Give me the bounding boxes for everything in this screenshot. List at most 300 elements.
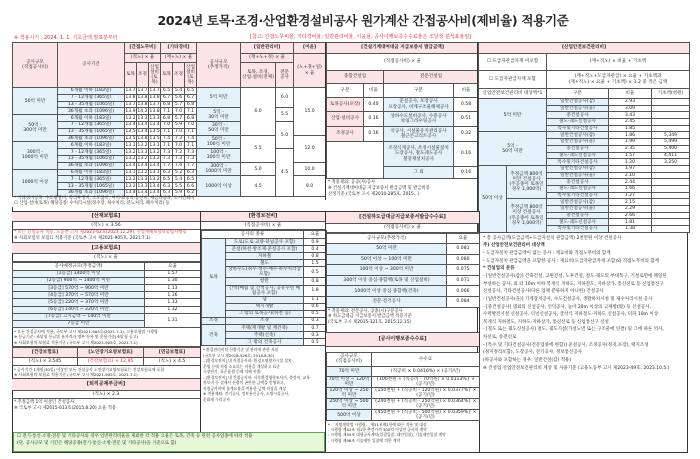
general-type: 조경공사 (327, 127, 364, 142)
rate-header: 비율 (454, 84, 479, 98)
performance-scale: 70억 미만 (327, 366, 372, 376)
table-row (327, 71, 479, 84)
employment-insurance-formula: (직노) × 율 (12, 254, 200, 262)
safety-rate: 3.43 (609, 112, 652, 119)
pension-insurance-title: [연금보험료] (144, 347, 201, 357)
environment-rate: 0.6 (304, 303, 327, 310)
table-row (327, 352, 480, 366)
subcontract-rate: 0.080 (447, 254, 480, 265)
option-excluding-materials: ☐ 도급자관급자재 미포함 (479, 54, 547, 71)
subcontract-scale: 300억 이상 중심·종합책(토목 및 산업설비) (327, 275, 447, 286)
estimated-scale: 5억 미만 (197, 88, 241, 108)
profit-header: [이윤] (294, 43, 326, 54)
subcontract-guarantee-note: * 적용제외: 전문공사, 공종(시)구분공사 ※ 하도급대금 지급보증서 발급금액 적용기준 (국토부 고시 제2015-321호, 2015.12.15) (328, 308, 412, 326)
type-header: 구분 (327, 84, 364, 98)
rate-value: 7.3 (185, 155, 197, 162)
safety-base-amount (652, 125, 690, 132)
estimated-scale-header: 공사규모 (추정가격) (197, 43, 241, 88)
construction-period: 6개월 이하 (183일) (58, 88, 125, 95)
rate-value: 6.5 (185, 88, 197, 95)
safety-rate: 1.99 (609, 139, 652, 146)
table-row (13, 262, 201, 270)
general-admin-header: [일반관리비] (241, 43, 294, 54)
safety-note-line: 부설하는 공사, 외 터 10m 이하 복개식 지하도, 지하철도, 지하상가, 통신선로 등 신업통신구 (483, 281, 664, 287)
option-excluding-formula: (재+직노) × 비율 + 기초액 (547, 54, 690, 71)
special-rate: 0.51 (454, 112, 479, 127)
special-type: 석공사, 시설물유지관리공사 철근콘크리트공사 (384, 127, 454, 142)
general-admin-rate: 5.0 (241, 162, 276, 176)
safety-base-amount (652, 199, 690, 206)
safety-scale: 5억 미만 (479, 99, 547, 132)
profit-rate: 12.0 (294, 135, 326, 162)
elderly-care-insurance-formula: (건강보험료) × 12.95 (78, 357, 144, 365)
plant-work-types-note: ☐ 산업·설비(토목) 해당공종: 수처리시설(정수장, 하수처리, 분뇨처리, 폐수처리) 등 (14, 200, 170, 206)
employment-grade: [2등급] 900억 ~ 1400억 미만 (13, 277, 145, 284)
other-expense-header: [기타경비] (161, 43, 197, 54)
estimated-scale: 300억 - 1000억 미만 (197, 162, 241, 176)
special-type: 준설공사, 포장공사 포장공사, 비계구조물해체공사 (384, 98, 454, 112)
table-row (327, 142, 479, 167)
rate-value: 6.2 (185, 189, 197, 196)
table-row (327, 410, 480, 421)
admin-all-header: 토목, 조경, 산업·설비(전체) (241, 63, 276, 88)
empty-cell (327, 142, 384, 179)
subcontract-scale: 50억 이상 ~ 100억 미만 (327, 254, 447, 265)
other-insurance-table (12, 347, 201, 366)
safety-note-line: - 도급자설치 관급금액이 없는 공사 : 재료비와 직접노무비의 합계 (483, 251, 611, 257)
safety-work-type: 특수및기타건설공사 (547, 125, 609, 132)
environment-formula: (직접공사비) × 율 (201, 222, 325, 230)
rate-value: 13.2 (149, 156, 160, 162)
rate-value: 7.3 (173, 135, 185, 142)
target-amount-header: 산업안전보건관리비 대상액*1 (479, 89, 547, 99)
rate-value: 7.3 (161, 149, 173, 156)
special-construction-header: 전문건설업 (384, 71, 479, 84)
subcontract-rate: 0.084 (447, 296, 480, 307)
safety-work-type: 중건설공사 (547, 212, 609, 219)
safety-work-type: 철도·궤도신설공사 (547, 219, 609, 226)
environment-work-type: 상하수도(취수·정수·배수·하수처리장 포함) (226, 267, 304, 278)
employment-rate: 1.36 (145, 292, 201, 299)
environment-work-type: 주택(재개발 및 재건축) (226, 325, 304, 332)
rate-value: 13.8 (137, 135, 148, 141)
subcontract-rate: 0.075 (447, 265, 480, 276)
environment-rate: 0.5 (304, 339, 327, 346)
environment-category: 토목 (202, 239, 226, 318)
safety-work-type: 특수및기타건설공사 (547, 192, 609, 199)
safety-rate: 1.57 (609, 152, 652, 159)
rate-value: 5.4 (173, 88, 185, 95)
category-header: 토목 (125, 63, 137, 88)
general-type: 토목공사(포장) (327, 98, 364, 112)
employment-insurance-table (12, 262, 201, 329)
safety-base-amount (652, 172, 690, 179)
estimated-scale: 50억 - 100억 미만 (197, 135, 241, 149)
table-row (327, 376, 480, 387)
construction-period: 36개월 초과 (1096일) (58, 108, 125, 115)
safety-work-type: 중건설공사 (547, 145, 609, 152)
safety-work-type: 일반건설공사(을) (547, 139, 609, 146)
table-row (327, 387, 480, 398)
table-row (202, 231, 327, 239)
environment-rate: 0.3 (304, 317, 327, 324)
rate-header: 요율 (447, 234, 480, 244)
category-header: 조경 (173, 63, 185, 88)
environment-rate: 1.8 (304, 285, 327, 296)
rate-value: 13.2 (125, 176, 136, 182)
safety-rate: 2.45 (609, 119, 652, 126)
accident-insurance-red-note: * 모든 건설공사 적용, 노동부 고시 제2023-62호(2023.12.29), 산업재해보상보험법시행령 (14, 230, 187, 235)
rate-value: 13.7 (125, 101, 136, 107)
employment-grade: [1등급] 1400억 이상 (13, 270, 145, 277)
retirement-deduction-title: [퇴직공제부금비] (12, 378, 200, 391)
construction-scale: 50억 미만 (13, 88, 58, 115)
environment-work-type: 준설(하천·방조제·준설공사 포함) (226, 246, 304, 253)
environment-work-type: 간척(매립 및 간척공사, 공유수면 매립공사 포함) (226, 285, 304, 296)
employment-grade: [7등급] 고시금액 ~ 140억 미만 (13, 313, 145, 320)
rate-value: 5.6 (173, 94, 185, 101)
safety-note-line: * 건설업의 분류 (483, 266, 515, 272)
elderly-care-insurance-title: [노인장기요양보험료] (78, 347, 144, 357)
rate-value: 6.3 (161, 189, 173, 196)
table-row (327, 54, 479, 71)
rate-value: 13.5 (149, 129, 160, 135)
table-row (327, 98, 479, 112)
special-type: 상하수도설비공사, 수중공사 보링그라우팅공사 (384, 112, 454, 127)
rate-value: 13.4 (125, 122, 136, 128)
rate-value: 13.2 (137, 142, 148, 148)
rate-value: 7.7 (161, 162, 173, 169)
performance-guarantee-table (326, 352, 480, 422)
estimated-scale: 5억 - 30억 미만 (197, 108, 241, 122)
safety-base-amount (652, 212, 690, 219)
special-type: 그 외 (384, 167, 454, 179)
table-row (327, 244, 480, 255)
table-row (327, 296, 480, 307)
safety-base-amount (652, 219, 690, 226)
employment-insurance-title: [고용보험료] (12, 243, 200, 254)
construction-period: 36개월 초과 (1096일) (58, 162, 125, 169)
rate-value: 6.8 (161, 101, 173, 108)
safety-note-line: 복개식 지하철도, 지하도·지하상가, 통신선로 등 신업통신구 신설 (483, 319, 609, 325)
environment-work-type: 도로(도로·교량·터널공사 포함) (226, 239, 304, 246)
rate-value: 13.3 (137, 183, 148, 189)
subcontract-scale: 50억 미만 (327, 244, 447, 255)
environment-table (201, 230, 327, 346)
table-row (479, 54, 690, 71)
table-row (479, 43, 690, 54)
option-including-materials: ☐ 도급자관급자재 포함 (479, 71, 547, 89)
special-type: 조경식재공사, 조경시설물설치 도장공사, 철도궤도공사 철강재설치공사 (384, 142, 454, 167)
table-row (327, 275, 480, 286)
machine-rental-table (326, 42, 479, 179)
rate-value: 13.8 (125, 95, 136, 101)
table-row (327, 234, 480, 244)
safety-base-amount (652, 192, 690, 199)
construction-period: 36개월 초과 (1096일) (58, 135, 125, 142)
special-rate: 0.16 (454, 142, 479, 167)
subcontract-scale: 100억 이상 ~ 300억 미만 (327, 265, 447, 276)
safety-rate: 1.20 (609, 159, 652, 166)
table-row (327, 84, 479, 98)
admin-special-header: 전문 공사 (276, 63, 294, 88)
rate-value: 5.2 (173, 169, 185, 176)
rate-value: 7.2 (173, 149, 185, 156)
safety-work-type: 일반건설공사(을) (547, 172, 609, 179)
employment-grade: 7등급 미만 (13, 320, 145, 327)
safety-base-amount: 5,349 (652, 132, 690, 139)
table-row (13, 299, 201, 306)
rate-value: 13.2 (125, 156, 136, 162)
safety-work-type: 일반건설공사(을) (547, 206, 609, 213)
rate-value: 7.0 (173, 108, 185, 115)
general-rate: 0.16 (364, 127, 384, 142)
rate-value: 13.3 (137, 176, 148, 182)
rate-value: 13.3 (149, 115, 160, 121)
employment-rate: 1.13 (145, 284, 201, 291)
environment-rate: 0.8 (304, 278, 327, 285)
safety-rate: 2.44 (609, 179, 652, 186)
safety-rate: 2.15 (609, 199, 652, 206)
construction-period: 13 - 35개월 (1065일) (58, 155, 125, 162)
safety-section (477, 42, 688, 372)
construction-scale: 1000억 이상 (13, 169, 58, 196)
rate-value: 7.3 (185, 149, 197, 156)
rate-value: 13.8 (137, 101, 148, 107)
rate-value: 13.1 (125, 169, 136, 175)
rate-value: 7.3 (173, 155, 185, 162)
rate-value: 13.9 (125, 108, 136, 114)
general-admin-formula: (재+노+경) × 율 (241, 54, 294, 63)
pension-insurance-formula: (직노) × 4.5 (144, 357, 201, 365)
safety-note-line: 신설공사, 기타건설공사(다른 업체 분류하지 아니한) 건설공사 (483, 289, 604, 295)
rate-value: 6.7 (161, 94, 173, 101)
safety-work-type: 철도·궤도신설공사 (547, 185, 609, 192)
performance-fee: {240천원 + (직공비 - 250억원) × 0.0364%} × (공기/년) (372, 398, 480, 409)
option-including-formula: (재+직노+도급자관급) × 요율 + 기초액과 (재+직노) × 요율 + 기초액) × 1.2 중 작은 금액 (547, 71, 690, 89)
indirect-labor-formula: (직노) × 율 (125, 54, 161, 63)
safety-note-line: - [철도 또는 궤도신설공사] 철도, 궤도시설(가설노면 또는 구조물에 연결) 및 그에 따른 역사, (483, 327, 664, 333)
rate-value: 13.5 (149, 135, 160, 141)
rate-value: 7.0 (173, 128, 185, 135)
safety-note-line: - [일반건설공사(을)] 기계장치공사, 수도건설공사, 생활하치시설 및 제수처리시설 공사 (483, 296, 653, 302)
safety-base-amount (652, 165, 690, 172)
type-header: 구분 (547, 89, 609, 99)
safety-base-amount (652, 119, 690, 126)
safety-rate: 2.66 (609, 212, 652, 219)
table-row (479, 89, 690, 99)
rate-value: 13.2 (149, 149, 160, 155)
rate-value: 7.6 (173, 162, 185, 169)
construction-scale: 300억 - 1000억 미만 (13, 142, 58, 169)
rate-value: 5.5 (173, 183, 185, 190)
construction-period: 13 - 35개월 (1065일) (58, 101, 125, 108)
safety-work-type: 일반건설공사(갑) (547, 99, 609, 106)
apply-date-note: ※ 적용시기 : 2024. 1. 1. 기초금액 발표분부터 (14, 35, 118, 41)
estimated-scale: 30억 - 50억 미만 (197, 121, 241, 135)
rate-value: 13.4 (137, 190, 148, 196)
estimated-scale: 100억 - 300억 미만 (197, 149, 241, 163)
rate-value: 6.5 (161, 176, 173, 183)
environment-category: 건축 (202, 325, 226, 346)
rate-value: 7.1 (185, 142, 197, 149)
page-title: 2024년 토목·조경·산업환경설비공사 원가계산 간접공사비(제비율) 적용기준 (157, 13, 569, 28)
rate-header: 비율 (364, 84, 384, 98)
safety-scale: 5억 - 50억 미만 (479, 132, 547, 165)
safety-base-amount (652, 99, 690, 106)
environment-note: * 환경관리비의 산출기준 및 관리에 관한 지침 (국토부 고시 제2018-526호, 2018.8.30) - [환경보전비] 내 직접공사비: 환경오염방지시설 설치· 운영 등에 직접 소요되는 비용을 계상하고 표준 시장단가, 표준품셈 등에 의해 산출 - [환경보전비] 내 간접공사비: 사후환경영향조사비, 측정비, 교육· 홍보비 등 설계서 산출이 곤란한 금액을 반영하고, 직접공사비에 합계요율을 적용한 금액 이상을 계상 ※ 적용제외: 전기공사, 정보통신공사, 소방시설공사, 문화재 수리공사 (203, 347, 312, 402)
rate-value: 13.4 (137, 129, 148, 135)
rate-value: 13.8 (137, 95, 148, 101)
construction-period: 7 - 12개월 (365일) (58, 176, 125, 183)
construction-period: 13 - 35개월 (1065일) (58, 183, 125, 190)
subcontract-rate: 0.081 (447, 244, 480, 255)
environment-rate: 1.5 (304, 260, 327, 267)
scale-header: 공사규모(추정가격) (327, 234, 447, 244)
rate-value: 13.7 (149, 88, 160, 94)
safety-rate: 2.10 (609, 172, 652, 179)
main-rate-table (12, 42, 326, 197)
safety-rate: 1.86 (609, 132, 652, 139)
subcontract-scale: 전문·전기공사 (327, 296, 447, 307)
estimated-scale: 1000억 이상 (197, 176, 241, 196)
category-header: 산업 설비 (토목) (149, 63, 161, 88)
table-row (479, 71, 690, 89)
rate-value: 13.3 (137, 149, 148, 155)
safety-rate: 1.97 (609, 165, 652, 172)
table-row (13, 277, 201, 284)
safety-rate: 1.66 (609, 185, 652, 192)
environment-rate: 0.4 (304, 246, 327, 253)
table-row (13, 284, 201, 291)
scale-header: 공사규모 (직접공사비) (327, 352, 372, 366)
general-admin-rate: 5.5 (241, 135, 276, 162)
performance-scale: 70억 이상 ~ 120억 미만 (327, 376, 372, 387)
environment-rate: 0.5 (304, 310, 327, 317)
safety-title: [산업안전보건관리비] (479, 43, 690, 54)
performance-scale: 250억 이상 ~ 500억 미만 (327, 398, 372, 409)
safety-rate: 2.29 (609, 206, 652, 213)
profit-rate: 15.0 (294, 88, 326, 136)
environment-work-type: 그 밖의 건축공사 (226, 339, 304, 346)
safety-note-line: (하공사와 포함하는 경우: 일반건설(갑) 적용) (483, 358, 572, 363)
rate-value: 7.0 (185, 121, 197, 128)
period-header: 공사기간 (58, 43, 125, 88)
rate-value: 13.4 (149, 122, 160, 128)
rate-header: 비율 (609, 89, 652, 99)
environment-title: [환경보전비] (201, 212, 325, 222)
rate-value: 13.7 (137, 88, 148, 94)
table-row (479, 199, 690, 206)
rate-value: 5.9 (173, 189, 185, 196)
rate-value: 6.8 (185, 101, 197, 108)
table-row (479, 132, 690, 139)
special-admin-rate: 5.0 (276, 121, 294, 148)
rate-value: 13.3 (137, 115, 148, 121)
rate-value: 13.2 (137, 156, 148, 162)
employment-rate: 1.32 (145, 306, 201, 313)
safety-note-line: 수력발전시설 신설공사, 터널신설공사, 굴착식 지하철도·지하도 신설공사, 터파 10m 이상 (483, 312, 659, 318)
category-header: 토목 (161, 63, 173, 88)
table-row (479, 165, 690, 172)
employment-grade: [3등급] 570억 ~ 900억 미만 (13, 284, 145, 291)
safety-rate: 2.93 (609, 99, 652, 106)
rate-value: 5.4 (173, 176, 185, 183)
profit-rate: 9.0 (294, 176, 326, 196)
rate-value: 13.2 (125, 115, 136, 121)
safety-subscale: 추정금액 800억 미만 건설공사 (주공종이 토목인 경우 1,000억) (507, 165, 547, 198)
table-row (13, 149, 326, 156)
safety-work-type: 특수및기타건설공사 (547, 226, 609, 233)
retirement-deduction-formula: (직노) × 2.3 (12, 391, 200, 399)
guarantee-section (325, 211, 480, 453)
safety-note-line: (정지정리포함), 도장공사, 전기공사, 정보통신공사 (483, 350, 583, 356)
safety-base-amount: 5,499 (652, 139, 690, 146)
accident-insurance-note: ※ 사회보험의 보험료 적용기준 (국토부 고시 제2021-905호, 2021.7.1) (12, 236, 200, 243)
safety-base-amount (652, 185, 690, 192)
rate-value: 13.1 (125, 142, 136, 148)
construction-period: 36개월 초과 (1096일) (58, 189, 125, 196)
safety-rate: 1.27 (609, 192, 652, 199)
performance-guarantee-note: * 「지방계약법 시행령」 제51조제1항에 따른 적용 및 대상 - 시행령 제42조 제1항 추정가격 300억 이상인 공사의 계약 - 시행령 제95조 대형공사계약(일괄입찰, 대안입찰), 기술제안입찰 계약 - 시행령 제98조 기술제안 입찰에 의한 계약 (328, 422, 446, 443)
environment-section (200, 211, 325, 432)
employment-rate: 1.31 (145, 313, 201, 327)
special-admin-rate: 5.5 (276, 108, 294, 122)
performance-guarantee-title: [공사이행보증수수료] (326, 332, 479, 347)
environment-rate: 0.7 (304, 325, 327, 332)
safety-base-amount (652, 206, 690, 213)
machine-rental-title: [건설기계대여대금 지급보증서 발급금액] (327, 43, 479, 54)
table-row (13, 313, 201, 320)
rate-value: 13.4 (149, 183, 160, 189)
performance-fee: {450천원 + (직공비 - 500억원) × 0.0359%} × (공기/년) (372, 410, 480, 421)
table-row (202, 325, 327, 332)
safety-note-line: - [일반건설공사(갑)] 건축건설, 고원건설, 노후건설, 철도·궤도의 부대복구, 기설로면에 페일된 (483, 273, 667, 279)
table-row (479, 99, 690, 106)
rate-value: 13.4 (137, 122, 148, 128)
safety-notes (478, 233, 688, 373)
rate-value: 13.8 (149, 108, 160, 114)
general-rate: 0.40 (364, 98, 384, 112)
rate-value: 13.1 (149, 169, 160, 175)
environment-rate: 0.5 (304, 267, 327, 278)
indirect-labor-header: [간접노무비] (125, 43, 161, 54)
special-rate: 0.32 (454, 127, 479, 142)
accident-insurance-title: [산재보험료] (12, 212, 200, 222)
construction-scale: 50억 - 300억 미만 (13, 115, 58, 142)
safety-work-type: 일반건설공사(갑) (547, 199, 609, 206)
retirement-deduction-note: * 추정금액 1억 이상인 건설공사 ※ 국토부 고시 제2015-613호(2015.8.20) 요율 적용 (14, 400, 116, 412)
rate-value: 13.4 (137, 163, 148, 169)
base-amount-header: 기초액(천원) (652, 89, 690, 99)
employment-rate: 1.30 (145, 277, 201, 284)
rate-value: 7.1 (185, 128, 197, 135)
safety-note-line: - [특수 및 기타건설공사(전문업종에 한함)] 준설공사, 조경공사(정지,포장), 택지조성 (483, 342, 649, 348)
environment-work-type: 조경 (226, 317, 304, 324)
rate-value: 14.2 (137, 108, 148, 114)
reference-note: [참고: 간접노무비율, 기타경비율, 일반관리비율, 이윤율, 공사이행보증수수료율은 조달청 분석표율임] (250, 34, 472, 40)
rate-value: 13.4 (149, 190, 160, 196)
rate-header: 요율 (145, 262, 201, 270)
general-type: 산업·설비공사 (327, 112, 364, 127)
rate-value: 6.6 (185, 183, 197, 190)
rate-value: 13.5 (125, 129, 136, 135)
safety-rate: 3.09 (609, 105, 652, 112)
rate-header: 요율 (304, 231, 327, 239)
general-construction-header: 종합건설업 (327, 71, 384, 84)
rate-value: 6.5 (161, 88, 173, 95)
rate-value: 13.5 (125, 135, 136, 141)
